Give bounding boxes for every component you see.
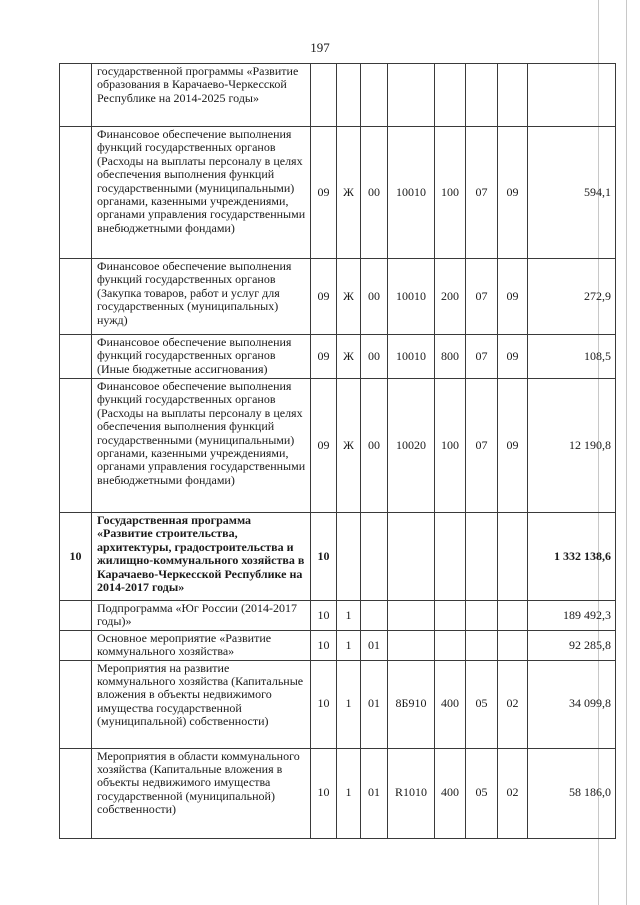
row-amount: 108,5: [528, 335, 616, 379]
code-expense-type: [435, 64, 466, 127]
row-amount: 1 332 138,6: [528, 513, 616, 601]
code-subsection: 09: [498, 127, 528, 259]
code-activity: 01: [361, 660, 388, 748]
code-program: 09: [311, 127, 337, 259]
page-number: 197: [310, 40, 330, 55]
code-section: [466, 630, 498, 660]
code-activity: 00: [361, 335, 388, 379]
row-amount: 58 186,0: [528, 748, 616, 838]
code-subprogram: 1: [337, 630, 361, 660]
code-program: 10: [311, 660, 337, 748]
code-subprogram: 1: [337, 660, 361, 748]
row-description: Финансовое обеспечение выполнения функций государственных органов (Закупка товаров, работ и услуг для государственных (муниципальных) нужд): [92, 259, 311, 335]
table-row: [60, 630, 616, 660]
row-description: Финансовое обеспечение выполнения функций государственных органов (Расходы на выплаты персоналу в целях обеспечения выполнения функций государственными (муниципальными) органами, казенными учреждениями, органами управления государственными внебюджетными фондами): [92, 379, 311, 513]
code-program: 09: [311, 259, 337, 335]
budget-table: [59, 63, 616, 839]
code-subsection: [498, 64, 528, 127]
table-row: [60, 259, 616, 335]
code-program: 09: [311, 379, 337, 513]
code-subprogram: 1: [337, 601, 361, 631]
code-subsection: 09: [498, 259, 528, 335]
code-expense-type: [435, 630, 466, 660]
row-description: Мероприятия в области коммунального хозяйства (Капитальные вложения в объекты недвижимого имущества государственной (муниципальной) собственности): [92, 748, 311, 838]
code-direction: 8Б910: [388, 660, 435, 748]
row-number: [60, 748, 92, 838]
code-subprogram: Ж: [337, 259, 361, 335]
table-row: [60, 601, 616, 631]
row-number: [60, 127, 92, 259]
row-description: Финансовое обеспечение выполнения функций государственных органов (Иные бюджетные ассигнования): [92, 335, 311, 379]
table-row: [60, 379, 616, 513]
table-row: [60, 127, 616, 259]
code-section: 07: [466, 335, 498, 379]
code-subsection: 09: [498, 335, 528, 379]
row-number: [60, 259, 92, 335]
row-number: [60, 660, 92, 748]
code-expense-type: 400: [435, 660, 466, 748]
row-amount: [528, 64, 616, 127]
code-subprogram: 1: [337, 748, 361, 838]
code-direction: [388, 513, 435, 601]
code-subprogram: [337, 64, 361, 127]
code-activity: 00: [361, 259, 388, 335]
code-subprogram: [337, 513, 361, 601]
code-expense-type: [435, 513, 466, 601]
code-subsection: [498, 513, 528, 601]
code-subprogram: Ж: [337, 335, 361, 379]
row-number: [60, 379, 92, 513]
code-program: 10: [311, 513, 337, 601]
code-section: [466, 601, 498, 631]
code-subsection: 02: [498, 660, 528, 748]
code-expense-type: 400: [435, 748, 466, 838]
row-amount: 34 099,8: [528, 660, 616, 748]
code-direction: [388, 64, 435, 127]
code-expense-type: 100: [435, 127, 466, 259]
code-subprogram: Ж: [337, 379, 361, 513]
code-direction: R1010: [388, 748, 435, 838]
code-expense-type: 800: [435, 335, 466, 379]
row-amount: 272,9: [528, 259, 616, 335]
code-direction: 10020: [388, 379, 435, 513]
code-direction: 10010: [388, 259, 435, 335]
code-program: 10: [311, 630, 337, 660]
scan-margin-line: [626, 0, 627, 905]
code-program: 09: [311, 335, 337, 379]
row-description: государственной программы «Развитие образования в Карачаево-Черкесской Республике на 2014-2025 годы»: [92, 64, 311, 127]
row-amount: 594,1: [528, 127, 616, 259]
code-activity: [361, 601, 388, 631]
code-program: 10: [311, 748, 337, 838]
row-description: Финансовое обеспечение выполнения функций государственных органов (Расходы на выплаты персоналу в целях обеспечения выполнения функций государственными (муниципальными) органами, казенными учреждениями, органами управления государственными внебюджетными фондами): [92, 127, 311, 259]
table-row: [60, 335, 616, 379]
code-section: 05: [466, 660, 498, 748]
code-subsection: 02: [498, 748, 528, 838]
code-subsection: [498, 601, 528, 631]
table-row: [60, 660, 616, 748]
row-description: Основное мероприятие «Развитие коммунального хозяйства»: [92, 630, 311, 660]
code-activity: 01: [361, 748, 388, 838]
code-section: 05: [466, 748, 498, 838]
code-activity: 00: [361, 379, 388, 513]
code-section: 07: [466, 127, 498, 259]
code-activity: [361, 64, 388, 127]
table-row: [60, 513, 616, 601]
code-activity: 01: [361, 630, 388, 660]
code-program: [311, 64, 337, 127]
row-amount: 12 190,8: [528, 379, 616, 513]
table-row: [60, 748, 616, 838]
code-direction: 10010: [388, 335, 435, 379]
code-activity: 00: [361, 127, 388, 259]
code-section: [466, 513, 498, 601]
code-activity: [361, 513, 388, 601]
code-program: 10: [311, 601, 337, 631]
row-description: Государственная программа «Развитие строительства, архитектуры, градостроительства и жилищно-коммунального хозяйства в Карачаево-Черкесской Республике на 2014-2017 годы»: [92, 513, 311, 601]
row-description: Подпрограмма «Юг России (2014-2017 годы)»: [92, 601, 311, 631]
code-direction: [388, 630, 435, 660]
code-direction: 10010: [388, 127, 435, 259]
code-section: [466, 64, 498, 127]
code-section: 07: [466, 259, 498, 335]
row-number: [60, 64, 92, 127]
code-expense-type: [435, 601, 466, 631]
row-number: [60, 601, 92, 631]
table-row: [60, 64, 616, 127]
code-expense-type: 100: [435, 379, 466, 513]
row-amount: 92 285,8: [528, 630, 616, 660]
code-section: 07: [466, 379, 498, 513]
row-amount: 189 492,3: [528, 601, 616, 631]
budget-table-body: [60, 64, 616, 839]
row-number: 10: [60, 513, 92, 601]
code-subsection: 09: [498, 379, 528, 513]
row-number: [60, 335, 92, 379]
row-description: Мероприятия на развитие коммунального хозяйства (Капитальные вложения в объекты недвижимого имущества государственной (муниципальной) собственности): [92, 660, 311, 748]
code-subsection: [498, 630, 528, 660]
code-direction: [388, 601, 435, 631]
row-number: [60, 630, 92, 660]
code-subprogram: Ж: [337, 127, 361, 259]
code-expense-type: 200: [435, 259, 466, 335]
